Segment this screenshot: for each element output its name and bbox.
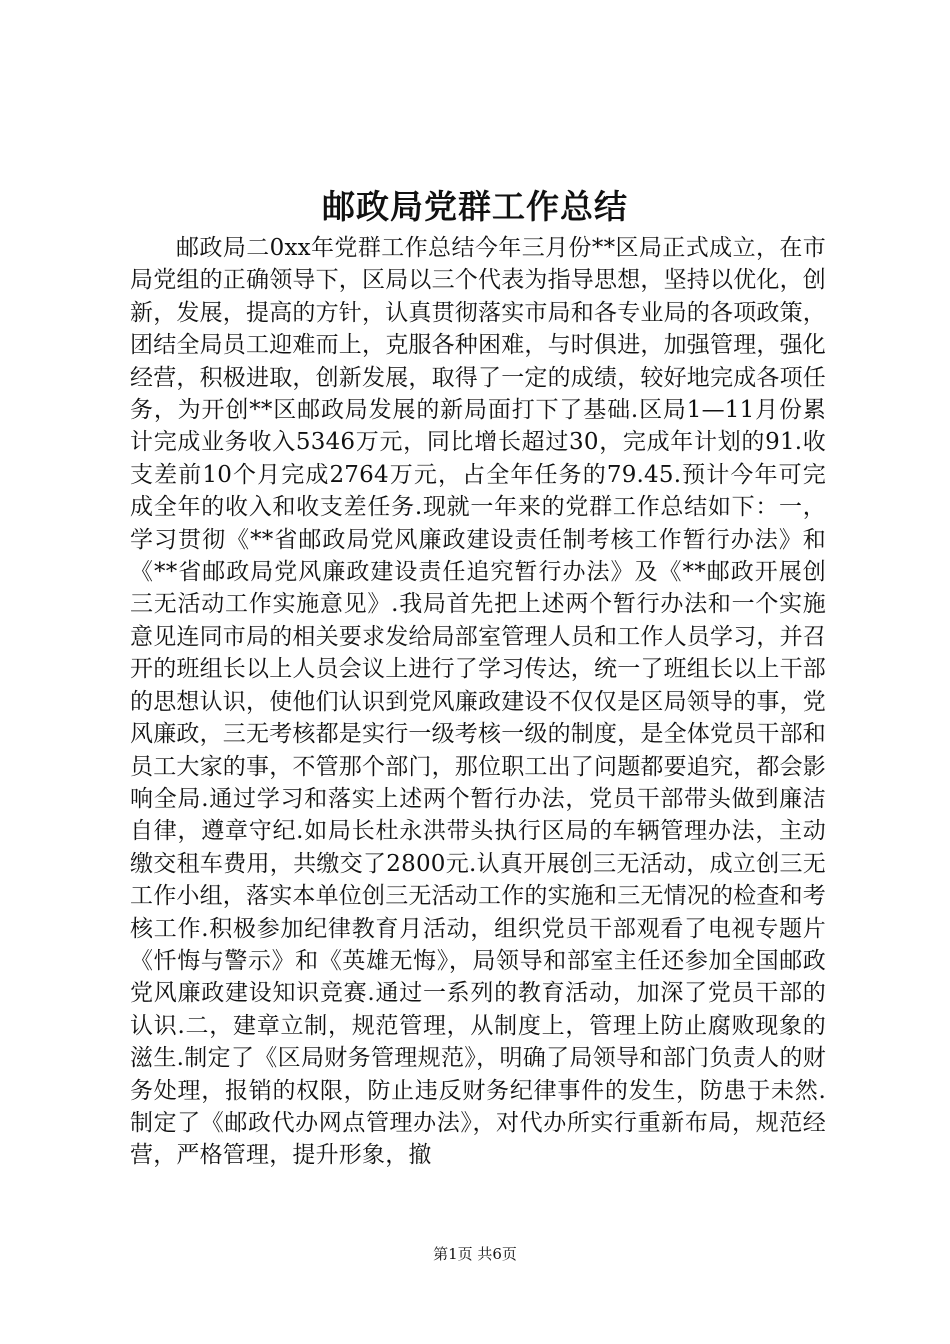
document-title: 邮政局党群工作总结 <box>322 187 628 226</box>
page-number-footer: 第1页 共6页 <box>433 1245 517 1263</box>
document-body-paragraph: 邮政局二0xx年党群工作总结今年三月份**区局正式成立，在市局党组的正确领导下，区局以三个代表为指导思想，坚持以优化，创新，发展，提高的方针，认真贯彻落实市局和各专业局的各项政策，团结全局员工迎难而上，克服各种困难，与时俱进，加强管理，强化经营，积极进取，创新发展，取得了一定的成绩，较好地完成各项任务，为开创**区邮政局发展的新局面打下了基础.区局1—11月份累计完成业务收入5346万元，同比增长超过30，完成年计划的91.收支差前10个月完成2764万元，占全年任务的79.45.预计今年可完成全年的收入和收支差任务.现就一年来的党群工作总结如下：一，学习贯彻《**省邮政局党风廉政建设责任制考核工作暂行办法》和《**省邮政局党风廉政建设责任追究暂行办法》及《**邮政开展创三无活动工作实施意见》.我局首先把上述两个暂行办法和一个实施意见连同市局的相关要求发给局部室管理人员和工作人员学习，并召开的班组长以上人员会议上进行了学习传达，统一了班组长以上干部的思想认识，使他们认识到党风廉政建设不仅仅是区局领导的事，党风廉政，三无考核都是实行一级考核一级的制度，是全体党员干部和员工大家的事，不管那个部门，那位职工出了问题都要追究，都会影响全局.通过学习和落实上述两个暂行办法，党员干部带头做到廉洁自律，遵章守纪.如局长杜永洪带头执行区局的车辆管理办法，主动缴交租车费用，共缴交了2800元.认真开展创三无活动，成立创三无工作小组，落实本单位创三无活动工作的实施和三无情况的检查和考核工作.积极参加纪律教育月活动，组织党员干部观看了电视专题片《忏悔与警示》和《英雄无悔》，局领导和部室主任还参加全国邮政党风廉政建设知识竞赛.通过一系列的教育活动，加深了党员干部的认识.二，建章立制，规范管理，从制度上，管理上防止腐败现象的滋生.制定了《区局财务管理规范》，明确了局领导和部门负责人的财务处理，报销的权限，防止违反财务纪律事件的发生，防患于未然.制定了《邮政代办网点管理办法》，对代办所实行重新布局，规范经营，严格管理，提升形象，撤 <box>130 235 826 1169</box>
